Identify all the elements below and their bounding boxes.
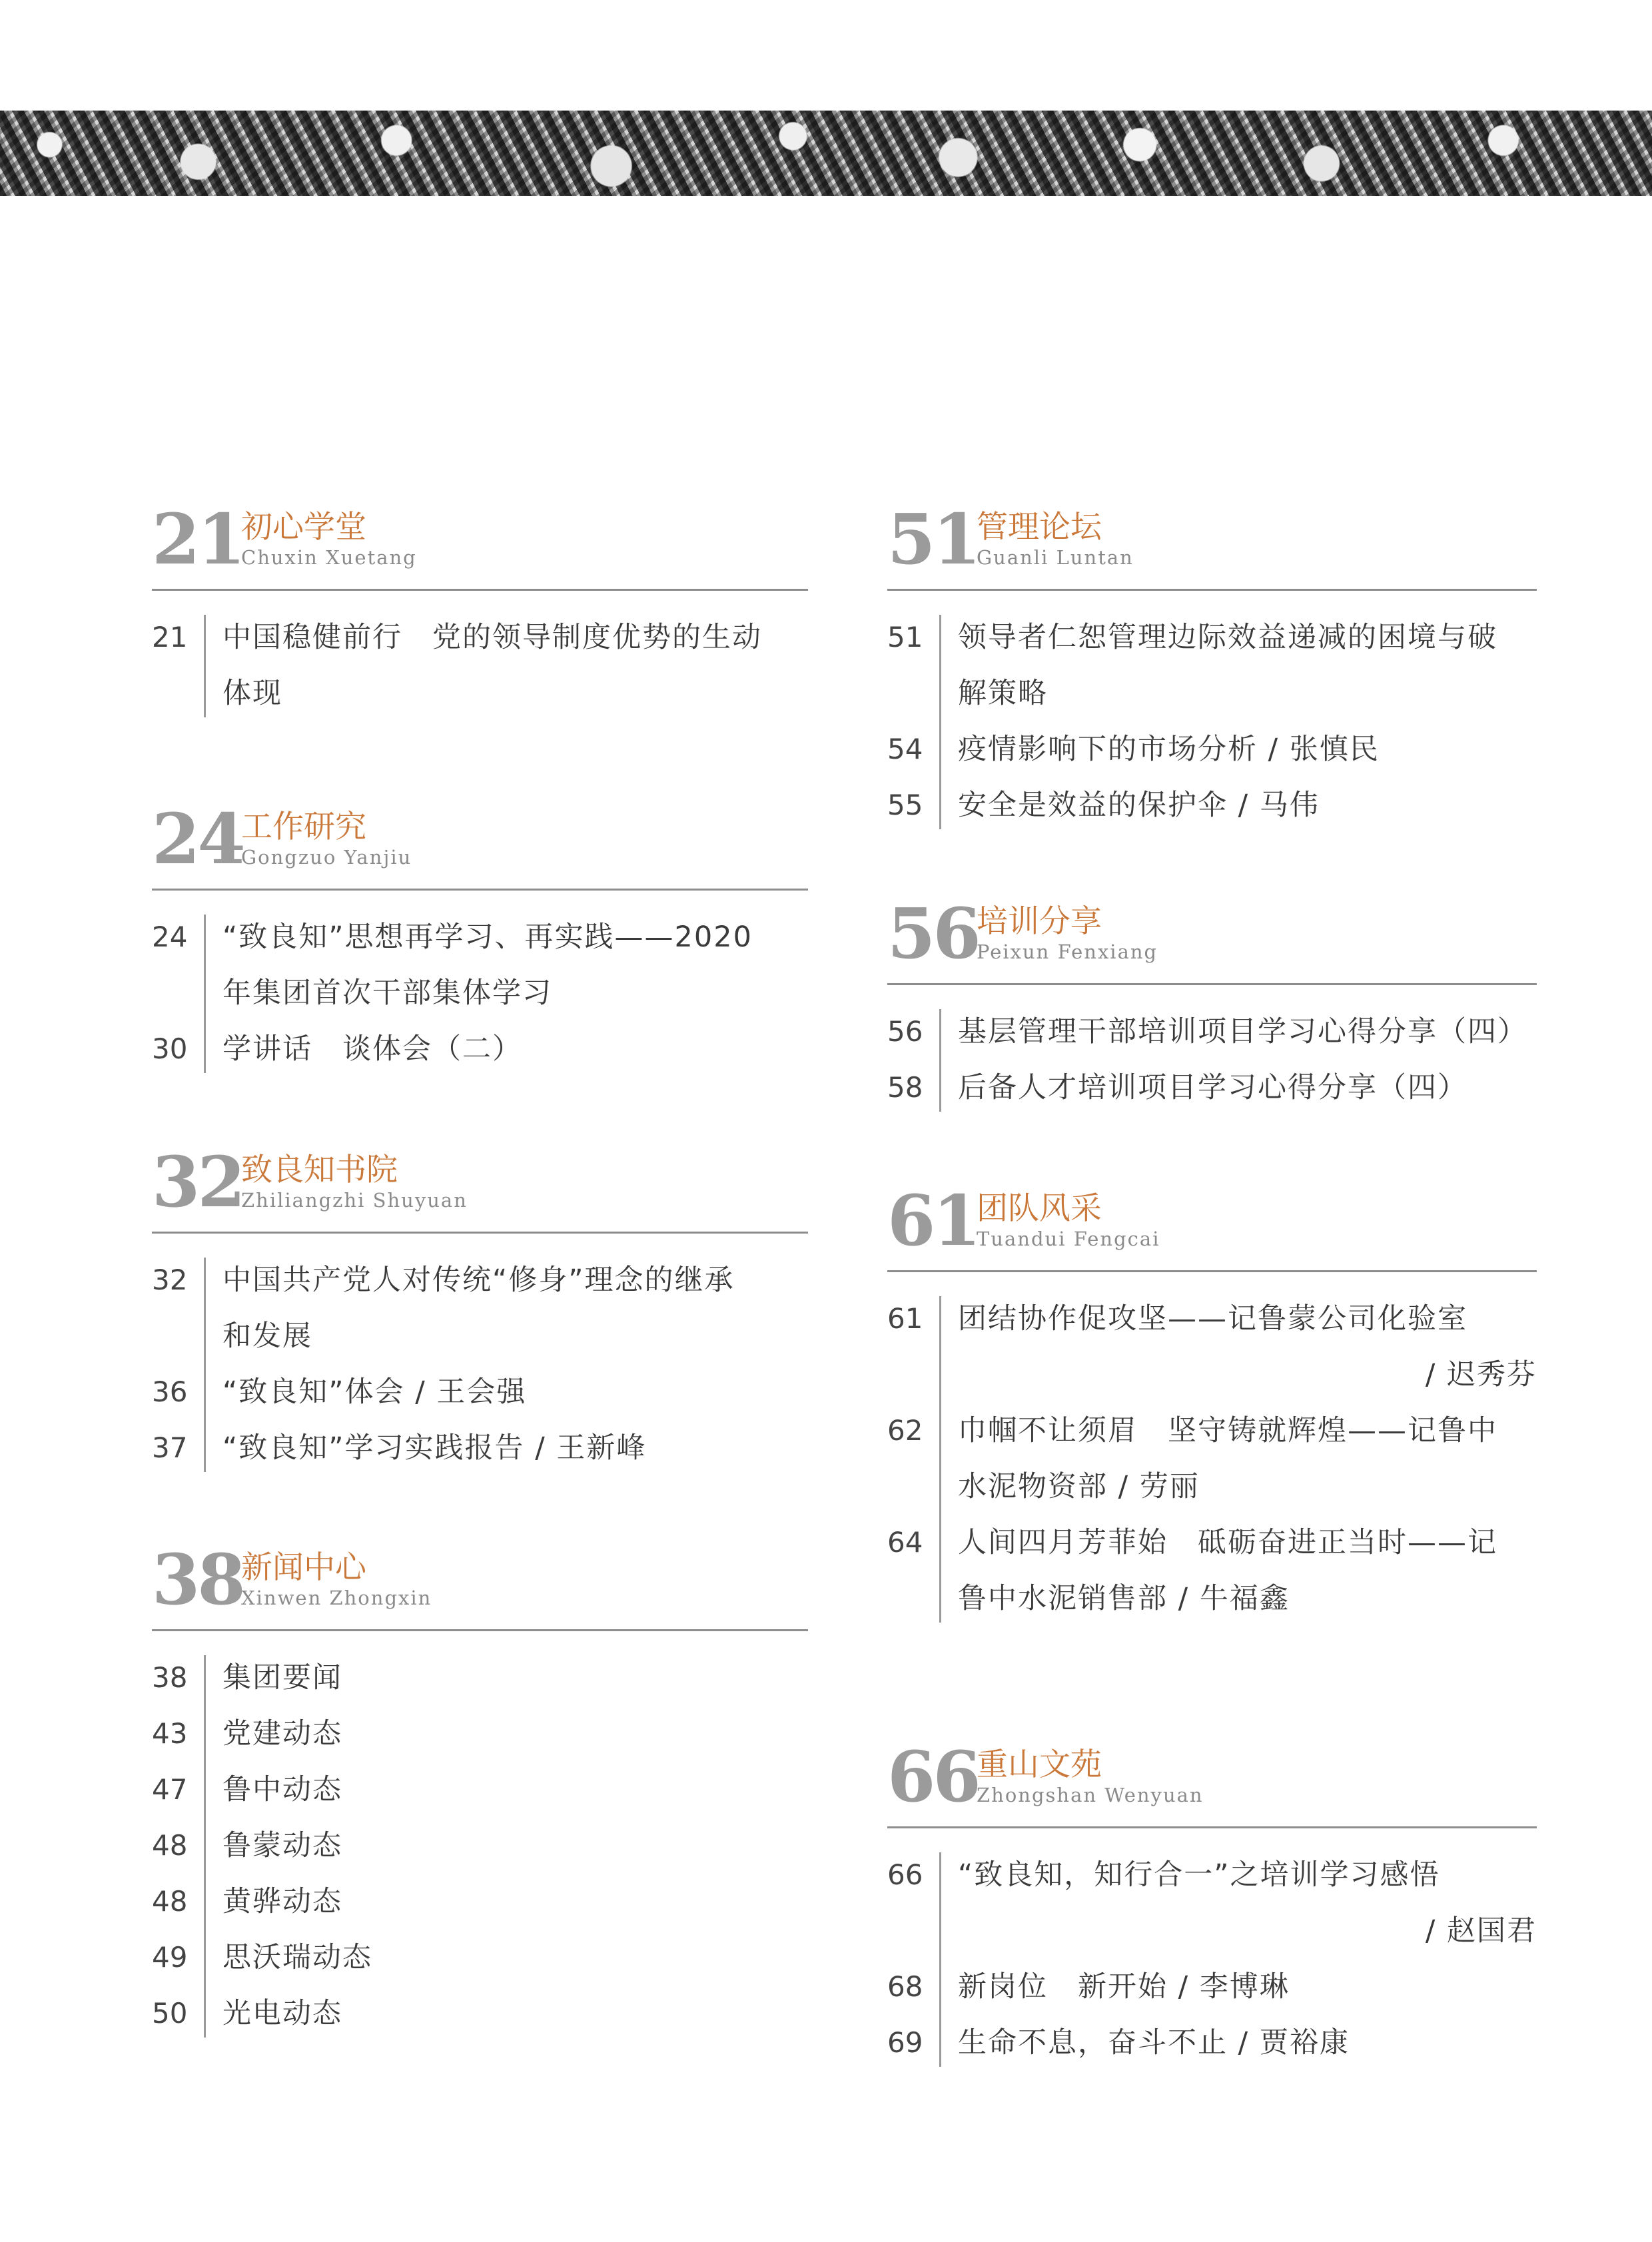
entry-page-number: 49: [152, 1941, 188, 1974]
section-number: 38: [152, 1539, 243, 1621]
entry-list: [887, 1004, 1537, 1116]
entry-title[interactable]: 疫情影响下的市场分析 / 张慎民: [958, 733, 1380, 766]
section-pinyin: Peixun Fenxiang: [977, 940, 1158, 963]
entry-title[interactable]: 团结协作促攻坚——记鲁蒙公司化验室: [958, 1302, 1467, 1335]
entry-page-number: 36: [152, 1375, 188, 1408]
entry-page-number: 24: [152, 921, 188, 953]
section-title[interactable]: 新闻中心: [241, 1549, 366, 1586]
section-title[interactable]: 团队风采: [977, 1190, 1102, 1227]
section-number: 32: [152, 1141, 243, 1223]
section-divider: [152, 1629, 808, 1631]
entry-page-number: 68: [887, 1970, 923, 2003]
toc-entry[interactable]: [887, 609, 1537, 721]
entry-page-number: 54: [887, 733, 923, 765]
entry-title[interactable]: “致良知”学习实践报告 / 王新峰: [222, 1431, 647, 1465]
section-number: 56: [887, 893, 979, 974]
entry-title[interactable]: 党建动态: [222, 1717, 342, 1750]
section-divider: [887, 1270, 1537, 1272]
toc-section: [152, 1539, 808, 2042]
entry-page-number: 62: [887, 1414, 923, 1447]
toc-section: [152, 798, 808, 1077]
section-number: 61: [887, 1180, 979, 1262]
toc-entry[interactable]: [152, 909, 808, 1021]
entry-page-number: 64: [887, 1526, 923, 1559]
toc-section: [887, 893, 1537, 1116]
toc-entry[interactable]: [887, 1004, 1537, 1060]
toc-entry[interactable]: [152, 1986, 808, 2042]
toc-entry[interactable]: [152, 1021, 808, 1077]
entry-page-number: 47: [152, 1773, 188, 1806]
entry-title[interactable]: 中国共产党人对传统“修身”理念的继承 和发展: [222, 1264, 735, 1353]
toc-section: [152, 498, 808, 721]
entry-title[interactable]: 基层管理干部培训项目学习心得分享（四）: [958, 1015, 1527, 1048]
entry-title[interactable]: 安全是效益的保护伞 / 马伟: [958, 789, 1320, 822]
entry-title[interactable]: 黄骅动态: [222, 1885, 342, 1918]
section-pinyin: Chuxin Xuetang: [241, 546, 417, 569]
entry-title[interactable]: “致良知”思想再学习、再实践——2020 年集团首次干部集体学习: [222, 921, 753, 1010]
toc-entry[interactable]: [152, 1874, 808, 1930]
section-pinyin: Xinwen Zhongxin: [241, 1587, 432, 1609]
section-divider: [887, 589, 1537, 591]
section-pinyin: Zhongshan Wenyuan: [977, 1784, 1204, 1806]
entry-title[interactable]: 中国稳健前行 党的领导制度优势的生动 体现: [222, 621, 762, 710]
entry-page-number: 48: [152, 1885, 188, 1918]
section-title[interactable]: 初心学堂: [241, 509, 366, 546]
section-header: [152, 498, 808, 580]
section-number: 24: [152, 798, 243, 880]
section-header: [152, 798, 808, 880]
section-header: [887, 498, 1537, 580]
toc-entry[interactable]: [152, 609, 808, 721]
section-divider: [152, 889, 808, 891]
entry-title[interactable]: “致良知”体会 / 王会强: [222, 1375, 527, 1409]
entry-page-number: 30: [152, 1032, 188, 1065]
entry-page-number: 69: [887, 2026, 923, 2059]
toc-section: [887, 1180, 1537, 1627]
section-divider: [887, 983, 1537, 985]
section-pinyin: Tuandui Fengcai: [977, 1228, 1160, 1250]
entry-title[interactable]: 领导者仁恕管理边际效益递减的困境与破 解策略: [958, 621, 1497, 710]
entry-title[interactable]: 巾帼不让须眉 坚守铸就辉煌——记鲁中 水泥物资部 / 劳丽: [958, 1414, 1497, 1503]
toc-entry[interactable]: [887, 1403, 1537, 1515]
entry-title[interactable]: 人间四月芳菲始 砥砺奋进正当时——记 鲁中水泥销售部 / 牛福鑫: [958, 1526, 1497, 1615]
section-header: [887, 1736, 1537, 1818]
toc-entry[interactable]: [152, 1650, 808, 1706]
entry-title[interactable]: 鲁蒙动态: [222, 1829, 342, 1862]
section-divider: [152, 589, 808, 591]
entry-page-number: 37: [152, 1431, 188, 1464]
section-number: 21: [152, 498, 243, 580]
section-title[interactable]: 管理论坛: [977, 509, 1102, 546]
entry-title[interactable]: 鲁中动态: [222, 1773, 342, 1806]
entry-title[interactable]: 光电动态: [222, 1997, 342, 2030]
toc-entry[interactable]: [152, 1420, 808, 1476]
entry-page-number: 50: [152, 1997, 188, 2030]
toc-entry[interactable]: [152, 1762, 808, 1818]
section-title[interactable]: 致良知书院: [241, 1152, 398, 1188]
entry-title[interactable]: 学讲话 谈体会（二）: [222, 1032, 522, 1066]
entry-title[interactable]: 后备人才培训项目学习心得分享（四）: [958, 1071, 1467, 1104]
section-title[interactable]: 重山文苑: [977, 1746, 1102, 1783]
toc-entry[interactable]: [887, 1847, 1537, 1959]
section-title[interactable]: 培训分享: [977, 903, 1102, 940]
entry-page-number: 48: [152, 1829, 188, 1862]
entry-list: [887, 1291, 1537, 1627]
toc-entry[interactable]: [152, 1364, 808, 1420]
decorative-banner: [0, 111, 1652, 196]
section-number: 66: [887, 1736, 979, 1818]
toc-entry[interactable]: [152, 1252, 808, 1364]
entry-title[interactable]: 思沃瑞动态: [222, 1941, 372, 1974]
entry-page-number: 43: [152, 1717, 188, 1750]
section-pinyin: Zhiliangzhi Shuyuan: [241, 1189, 468, 1212]
entry-author: / 赵国君: [1425, 1914, 1537, 1948]
section-pinyin: Guanli Luntan: [977, 546, 1134, 569]
entry-page-number: 58: [887, 1071, 923, 1104]
toc-entry[interactable]: [887, 2015, 1537, 2071]
section-number: 51: [887, 498, 979, 580]
entry-page-number: 38: [152, 1661, 188, 1694]
toc-entry[interactable]: [887, 1060, 1537, 1116]
entry-list: [887, 1847, 1537, 2071]
entry-list: [152, 1650, 808, 2042]
entry-page-number: 66: [887, 1858, 923, 1891]
entry-title[interactable]: 新岗位 新开始 / 李博琳: [958, 1970, 1290, 2004]
section-header: [152, 1141, 808, 1223]
section-header: [887, 1180, 1537, 1262]
entry-list: [152, 909, 808, 1077]
entry-list: [887, 609, 1537, 833]
entry-page-number: 61: [887, 1302, 923, 1335]
entry-author: / 迟秀芬: [1425, 1358, 1537, 1391]
section-divider: [152, 1232, 808, 1234]
toc-section: [152, 1141, 808, 1476]
toc-entry[interactable]: [887, 777, 1537, 833]
entry-page-number: 32: [152, 1264, 188, 1296]
entry-title[interactable]: “致良知，知行合一”之培训学习感悟: [958, 1858, 1440, 1892]
section-header: [887, 893, 1537, 974]
toc-section: [887, 1736, 1537, 2071]
toc-entry[interactable]: [887, 1291, 1537, 1403]
section-divider: [887, 1826, 1537, 1828]
toc-entry[interactable]: [152, 1930, 808, 1986]
entry-page-number: 55: [887, 789, 923, 821]
toc-entry[interactable]: [887, 721, 1537, 777]
section-title[interactable]: 工作研究: [241, 809, 366, 845]
section-pinyin: Gongzuo Yanjiu: [241, 846, 412, 869]
toc-entry[interactable]: [887, 1515, 1537, 1627]
entry-title[interactable]: 生命不息，奋斗不止 / 贾裕康: [958, 2026, 1350, 2059]
toc-entry[interactable]: [887, 1959, 1537, 2015]
entry-page-number: 21: [152, 621, 188, 653]
entry-list: [152, 609, 808, 721]
toc-entry[interactable]: [152, 1818, 808, 1874]
toc-entry[interactable]: [152, 1706, 808, 1762]
entry-page-number: 51: [887, 621, 923, 653]
entry-title[interactable]: 集团要闻: [222, 1661, 342, 1694]
entry-list: [152, 1252, 808, 1476]
toc-section: [887, 498, 1537, 833]
section-header: [152, 1539, 808, 1621]
entry-page-number: 56: [887, 1015, 923, 1048]
